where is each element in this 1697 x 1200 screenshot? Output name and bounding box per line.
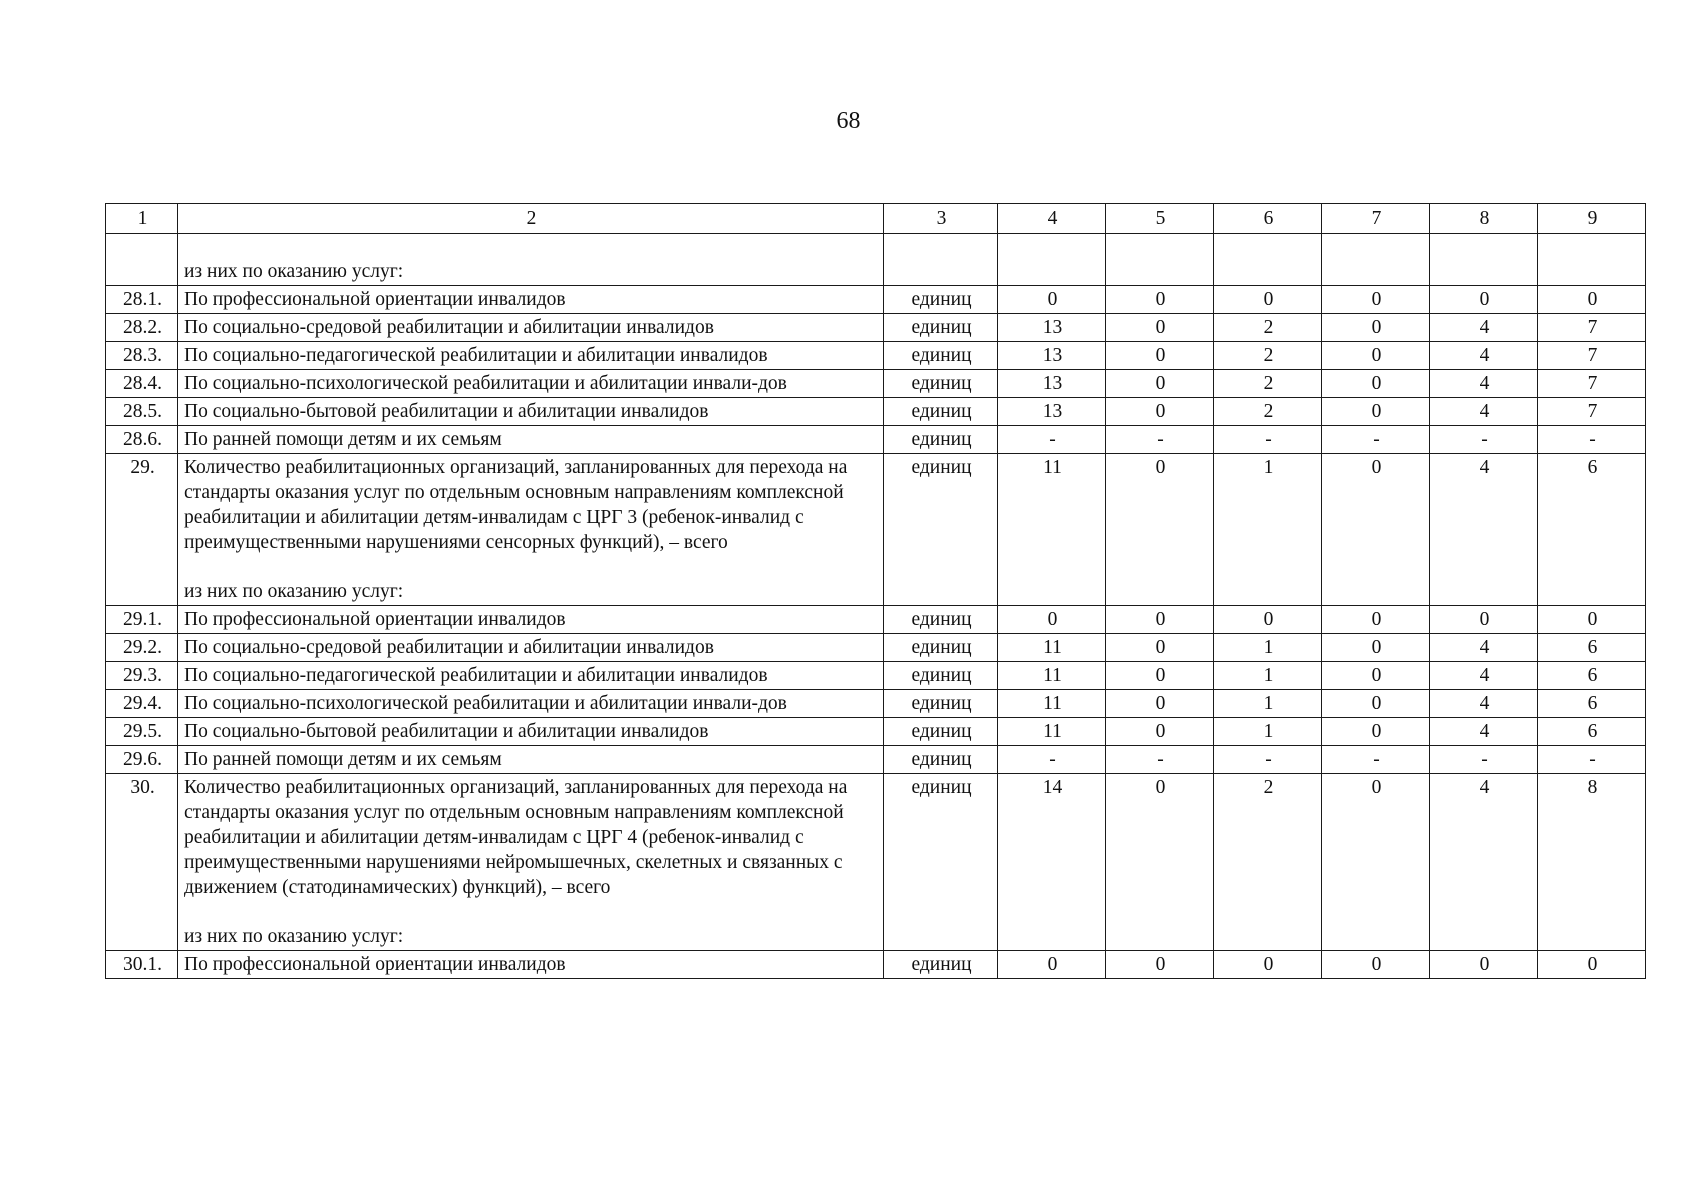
value-cell [1322, 234, 1430, 286]
value-cell: 4 [1430, 398, 1538, 426]
row-number: 28.4. [106, 370, 178, 398]
value-cell: - [1538, 746, 1646, 774]
value-cell: - [998, 746, 1106, 774]
table-row [106, 314, 1646, 342]
row-description [178, 718, 884, 746]
header-cell: 6 [1214, 204, 1322, 234]
value-cell: 11 [998, 690, 1106, 718]
row-description [178, 690, 884, 718]
row-unit: единиц [884, 634, 998, 662]
value-cell: 6 [1538, 454, 1646, 606]
row-subtitle: из них по оказанию услуг: [184, 926, 404, 947]
value-cell: 0 [1106, 606, 1214, 634]
table-row [106, 426, 1646, 454]
data-table [105, 203, 1646, 979]
table-header-row [106, 204, 1646, 234]
row-number: 29.2. [106, 634, 178, 662]
row-number [106, 234, 178, 286]
value-cell: 0 [1322, 314, 1430, 342]
value-cell: 4 [1430, 342, 1538, 370]
row-unit: единиц [884, 398, 998, 426]
header-cell: 4 [998, 204, 1106, 234]
value-cell: 6 [1538, 634, 1646, 662]
row-number: 28.2. [106, 314, 178, 342]
value-cell: 6 [1538, 690, 1646, 718]
row-number: 30.1. [106, 951, 178, 979]
value-cell: 0 [1106, 951, 1214, 979]
row-description-text: По социально-педагогической реабилитации и абилитации инвалидов [184, 345, 768, 366]
value-cell [1430, 234, 1538, 286]
value-cell: 2 [1214, 398, 1322, 426]
row-description [178, 774, 884, 951]
value-cell: 7 [1538, 342, 1646, 370]
value-cell: 0 [1322, 634, 1430, 662]
value-cell: 4 [1430, 370, 1538, 398]
row-description [178, 426, 884, 454]
value-cell: 13 [998, 342, 1106, 370]
row-unit: единиц [884, 746, 998, 774]
row-number: 28.1. [106, 286, 178, 314]
header-cell: 1 [106, 204, 178, 234]
value-cell: 0 [1322, 690, 1430, 718]
value-cell: 4 [1430, 662, 1538, 690]
table-row [106, 234, 1646, 286]
row-unit: единиц [884, 718, 998, 746]
row-unit: единиц [884, 690, 998, 718]
value-cell: 0 [998, 286, 1106, 314]
value-cell: 2 [1214, 370, 1322, 398]
value-cell: 0 [1106, 314, 1214, 342]
row-subtitle: из них по оказанию услуг: [184, 261, 404, 282]
value-cell: 2 [1214, 342, 1322, 370]
value-cell: 1 [1214, 718, 1322, 746]
row-number: 30. [106, 774, 178, 951]
header-cell: 2 [178, 204, 884, 234]
row-description-text: По профессиональной ориентации инвалидов [184, 954, 566, 975]
table-row [106, 606, 1646, 634]
value-cell: 11 [998, 718, 1106, 746]
row-number: 28.3. [106, 342, 178, 370]
value-cell: - [1322, 426, 1430, 454]
header-cell: 3 [884, 204, 998, 234]
row-description [178, 314, 884, 342]
value-cell: 0 [1322, 398, 1430, 426]
value-cell: 4 [1430, 774, 1538, 951]
value-cell: - [1106, 426, 1214, 454]
value-cell: 6 [1538, 662, 1646, 690]
row-description [178, 398, 884, 426]
value-cell: 0 [1106, 690, 1214, 718]
value-cell: - [1322, 746, 1430, 774]
value-cell: 11 [998, 454, 1106, 606]
row-description-text: По социально-средовой реабилитации и абилитации инвалидов [184, 317, 714, 338]
value-cell: - [1214, 746, 1322, 774]
value-cell: 0 [1538, 951, 1646, 979]
row-number: 29.3. [106, 662, 178, 690]
value-cell: 1 [1214, 454, 1322, 606]
row-description-text: По ранней помощи детям и их семьям [184, 749, 502, 770]
value-cell: 13 [998, 398, 1106, 426]
table-row [106, 370, 1646, 398]
value-cell: 0 [1322, 662, 1430, 690]
value-cell: - [1106, 746, 1214, 774]
row-description-text: По социально-психологической реабилитации и абилитации инвали-дов [184, 373, 787, 394]
value-cell: 1 [1214, 634, 1322, 662]
row-description-text: По профессиональной ориентации инвалидов [184, 289, 566, 310]
value-cell: 0 [1214, 606, 1322, 634]
value-cell: 0 [1106, 634, 1214, 662]
row-description [178, 454, 884, 606]
value-cell: - [998, 426, 1106, 454]
row-unit: единиц [884, 774, 998, 951]
row-number: 29. [106, 454, 178, 606]
row-description [178, 234, 884, 286]
table-row [106, 286, 1646, 314]
value-cell: 1 [1214, 690, 1322, 718]
row-description-text: По социально-психологической реабилитации и абилитации инвали-дов [184, 693, 787, 714]
table-row [106, 774, 1646, 951]
row-description-text: По профессиональной ориентации инвалидов [184, 609, 566, 630]
value-cell: 0 [1106, 342, 1214, 370]
value-cell: 0 [1106, 454, 1214, 606]
value-cell: 0 [1322, 718, 1430, 746]
row-unit: единиц [884, 606, 998, 634]
row-unit: единиц [884, 662, 998, 690]
value-cell: 2 [1214, 774, 1322, 951]
value-cell: 7 [1538, 370, 1646, 398]
row-description [178, 951, 884, 979]
value-cell: 0 [1106, 718, 1214, 746]
row-number: 29.5. [106, 718, 178, 746]
row-unit: единиц [884, 286, 998, 314]
row-number: 29.4. [106, 690, 178, 718]
row-description-text: По социально-бытовой реабилитации и абилитации инвалидов [184, 401, 709, 422]
row-number: 28.6. [106, 426, 178, 454]
value-cell: 2 [1214, 314, 1322, 342]
row-number: 29.6. [106, 746, 178, 774]
row-unit [884, 234, 998, 286]
row-description [178, 662, 884, 690]
table-row [106, 634, 1646, 662]
value-cell: 0 [1538, 286, 1646, 314]
value-cell: 4 [1430, 634, 1538, 662]
row-description-text: По социально-бытовой реабилитации и абилитации инвалидов [184, 721, 709, 742]
row-description [178, 370, 884, 398]
row-description [178, 606, 884, 634]
row-unit: единиц [884, 342, 998, 370]
table-row [106, 746, 1646, 774]
value-cell: 0 [1106, 774, 1214, 951]
table-row [106, 454, 1646, 606]
value-cell: 0 [1322, 454, 1430, 606]
value-cell: 0 [1322, 774, 1430, 951]
header-cell: 9 [1538, 204, 1646, 234]
value-cell: 0 [1322, 286, 1430, 314]
value-cell: 11 [998, 662, 1106, 690]
value-cell: 0 [998, 951, 1106, 979]
value-cell: 0 [1430, 286, 1538, 314]
header-cell: 5 [1106, 204, 1214, 234]
row-unit: единиц [884, 314, 998, 342]
value-cell: 0 [1322, 951, 1430, 979]
table-row [106, 662, 1646, 690]
row-description [178, 746, 884, 774]
value-cell: 4 [1430, 690, 1538, 718]
value-cell: 4 [1430, 454, 1538, 606]
value-cell: 0 [1106, 662, 1214, 690]
value-cell: 0 [1430, 606, 1538, 634]
value-cell: - [1430, 746, 1538, 774]
row-description-text: По социально-педагогической реабилитации и абилитации инвалидов [184, 665, 768, 686]
row-unit: единиц [884, 370, 998, 398]
value-cell: - [1214, 426, 1322, 454]
header-cell: 8 [1430, 204, 1538, 234]
value-cell: 14 [998, 774, 1106, 951]
row-description [178, 634, 884, 662]
table-row [106, 342, 1646, 370]
value-cell: 0 [1538, 606, 1646, 634]
value-cell: 0 [1322, 370, 1430, 398]
row-description-text: По ранней помощи детям и их семьям [184, 429, 502, 450]
value-cell: 7 [1538, 398, 1646, 426]
value-cell: 13 [998, 314, 1106, 342]
table-row [106, 718, 1646, 746]
value-cell: 0 [1214, 951, 1322, 979]
value-cell: - [1430, 426, 1538, 454]
value-cell: 11 [998, 634, 1106, 662]
row-description [178, 342, 884, 370]
value-cell [1214, 234, 1322, 286]
value-cell [998, 234, 1106, 286]
table-row [106, 951, 1646, 979]
value-cell: 0 [1322, 342, 1430, 370]
value-cell: 0 [1214, 286, 1322, 314]
row-unit: единиц [884, 951, 998, 979]
table-row [106, 690, 1646, 718]
row-description-text: По социально-средовой реабилитации и абилитации инвалидов [184, 637, 714, 658]
value-cell: 8 [1538, 774, 1646, 951]
page-number: 68 [836, 108, 861, 134]
value-cell: 0 [1106, 398, 1214, 426]
row-unit: единиц [884, 454, 998, 606]
value-cell: 0 [1322, 606, 1430, 634]
value-cell: 0 [1106, 286, 1214, 314]
row-unit: единиц [884, 426, 998, 454]
row-description [178, 286, 884, 314]
row-number: 28.5. [106, 398, 178, 426]
value-cell: 0 [998, 606, 1106, 634]
table-row [106, 398, 1646, 426]
row-number: 29.1. [106, 606, 178, 634]
value-cell: 6 [1538, 718, 1646, 746]
row-description-text: Количество реабилитационных организаций, запланированных для перехода на стандарты оказания услуг по отдельным основным направлениям комплексной реабилитации и абилитации детям-инвалидам с ЦРГ 3 (ребенок-инвалид с преимущественными нарушениями сенсорных функций), – всего [184, 457, 848, 553]
header-cell: 7 [1322, 204, 1430, 234]
value-cell: 0 [1106, 370, 1214, 398]
value-cell: 1 [1214, 662, 1322, 690]
row-subtitle: из них по оказанию услуг: [184, 581, 404, 602]
value-cell: 7 [1538, 314, 1646, 342]
value-cell [1538, 234, 1646, 286]
value-cell: 4 [1430, 314, 1538, 342]
value-cell: 13 [998, 370, 1106, 398]
value-cell: 4 [1430, 718, 1538, 746]
value-cell: - [1538, 426, 1646, 454]
value-cell: 0 [1430, 951, 1538, 979]
value-cell [1106, 234, 1214, 286]
row-description-text: Количество реабилитационных организаций, запланированных для перехода на стандарты оказания услуг по отдельным основным направлениям комплексной реабилитации и абилитации детям-инвалидам с ЦРГ 4 (ребенок-инвалид с преимущественными нарушениями нейромышечных, скелетных и связанных с движением (статодинамических) функций), – всего [184, 777, 848, 898]
